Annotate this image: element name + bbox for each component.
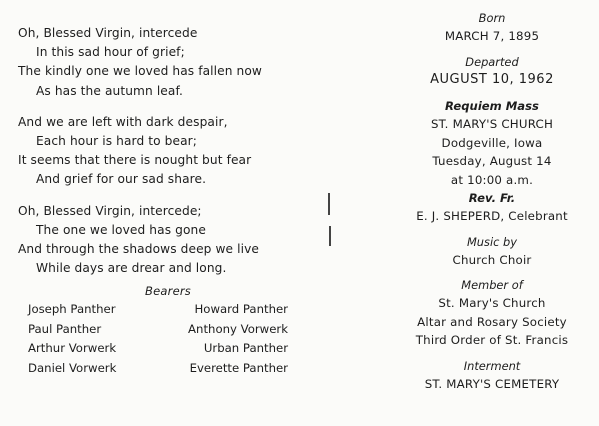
- bearer-name: Joseph Panther: [28, 302, 116, 316]
- poem-line: As has the autumn leaf.: [36, 83, 183, 98]
- bearer-name: Everette Panther: [189, 360, 288, 375]
- cemetery: ST. MARY'S CEMETERY: [424, 376, 560, 391]
- member-item: Altar and Rosary Society: [417, 314, 567, 329]
- member-item: St. Mary's Church: [438, 296, 546, 310]
- poem-stanza-3: [18, 202, 318, 279]
- service-time: at 10:00 a.m.: [450, 172, 534, 187]
- bearer-name: Howard Panther: [194, 302, 288, 316]
- poem-line: Oh, Blessed Virgin, intercede: [18, 26, 198, 40]
- mass-label: Requiem Mass: [445, 99, 539, 113]
- departed-label: Departed: [465, 54, 519, 69]
- poem-line: While days are drear and long.: [36, 261, 227, 276]
- music-by: Church Choir: [452, 252, 532, 267]
- rev-label: Rev. Fr.: [468, 191, 516, 205]
- poem-line: The one we loved has gone: [36, 222, 206, 237]
- bearers-list: [28, 300, 288, 378]
- poem-line: Each hour is hard to bear;: [36, 134, 197, 149]
- poem-line: Oh, Blessed Virgin, intercede;: [18, 203, 202, 218]
- music-label: Music by: [466, 234, 517, 249]
- poem-line: It seems that there is nought but fear: [18, 153, 252, 168]
- poem-line: The kindly one we loved has fallen now: [18, 64, 262, 79]
- service-details: [392, 10, 592, 393]
- poem-line: And grief for our sad share.: [36, 172, 207, 187]
- bearer-name: Anthony Vorwerk: [188, 321, 288, 336]
- bearer-name: Paul Panther: [28, 321, 102, 336]
- departed-date: AUGUST 10, 1962: [430, 71, 554, 87]
- member-item: Third Order of St. Francis: [415, 333, 569, 347]
- poem-line: And through the shadows deep we live: [18, 242, 259, 257]
- poem-line: In this sad hour of grief;: [36, 45, 185, 60]
- member-label: Member of: [461, 278, 523, 292]
- bearer-name: Arthur Vorwerk: [28, 341, 117, 355]
- church-name: ST. MARY'S CHURCH: [430, 117, 554, 131]
- fold-mark: [328, 193, 330, 215]
- poem: [18, 24, 318, 290]
- church-town: Dodgeville, Iowa: [441, 135, 543, 150]
- bearer-name: Urban Panther: [203, 341, 288, 355]
- bearer-name: Daniel Vorwerk: [28, 360, 117, 375]
- service-day: Tuesday, August 14: [432, 154, 552, 168]
- interment-label: Interment: [463, 358, 521, 373]
- poem-stanza-2: [18, 113, 318, 190]
- poem-stanza-1: [18, 24, 318, 101]
- fold-mark: [329, 226, 331, 246]
- celebrant: E. J. SHEPERD, Celebrant: [416, 209, 568, 223]
- born-date: MARCH 7, 1895: [444, 29, 540, 43]
- poem-line: And we are left with dark despair,: [18, 114, 228, 129]
- bearers-title: Bearers: [145, 284, 191, 298]
- born-label: Born: [478, 11, 506, 25]
